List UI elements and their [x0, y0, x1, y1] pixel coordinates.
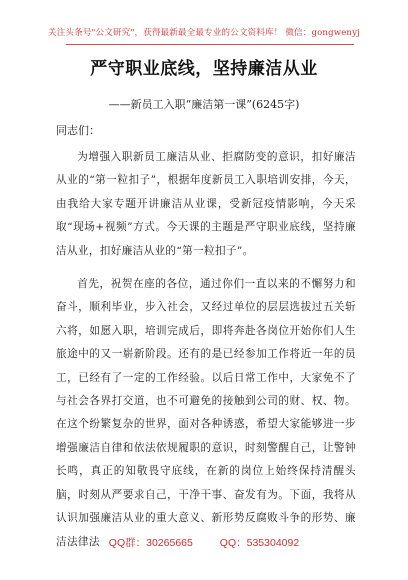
body-paragraph: 首先，祝贺在座的各位，通过你们一直以来的不懈努力和奋斗，顺利毕业，步入社会，又经过单位的层层选拔过五关斩六将，如愿入职，培训完成后，即将奔赴各岗位开始你们人生旅途中的又一崭新阶段。还有的是已经参加工作将近一年的员工，已经有了一定的工作经验。以后日常工作中，大家免不了与社会各界打交道，也不可避免的接触到公司的财、权、物。在这个纷繁复杂的世界，面对各种诱惑，希望大家能够进一步增强廉洁自律和依法依规履职的意识，时刻警醒自己，让警钟长鸣，真正的知敬畏守底线，在新的岗位上始终保持清醒头脑，时刻从严要求自己，干净干事、奋发有为。下面，我将从认识加强廉洁从业的重大意义、新形势反腐败斗争的形势、廉洁法律法 — [56, 278, 356, 548]
footer-qq-number: QQ：535304092 — [219, 537, 300, 549]
document-title: 严守职业底线，坚持廉洁从业 — [90, 59, 318, 79]
footer-qq-group: QQ群：30265665 — [108, 537, 193, 549]
document-body — [56, 146, 356, 564]
document-subtitle: ——新员工入职“廉洁第一课”(6245字) — [108, 98, 300, 111]
salutation: 同志们： — [56, 124, 100, 137]
header-promo-note: 关注头条号"公文研究"，获得最新最全最专业的公文资料库！ 微信：gongwenyj — [48, 28, 360, 38]
footer-contact — [0, 535, 408, 550]
body-paragraph: 为增强入职新员工廉洁从业、拒腐防变的意识，扣好廉洁从业的“第一粒扣子”，根据年度新员工入职培训安排，今天，由我给大家专题开讲廉洁从业课，受新冠疫情影响，今天采取“现场+视频”方式。今天课的主题是严守职业底线，坚持廉洁从业，扣好廉洁从业的“第一粒扣子”。 — [56, 151, 356, 257]
header-divider — [66, 44, 354, 45]
